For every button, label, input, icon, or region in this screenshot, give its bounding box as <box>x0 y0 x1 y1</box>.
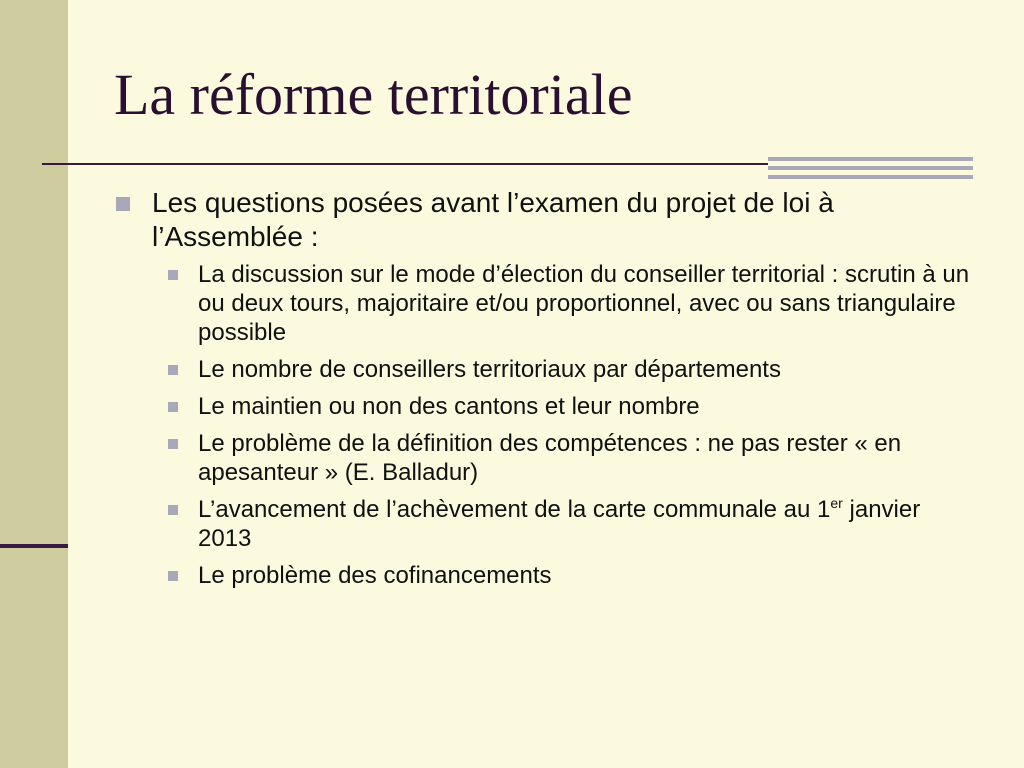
stripe <box>768 175 973 179</box>
sub-bullet-text: Le nombre de conseillers territoriaux par départements <box>198 356 781 383</box>
title-underline-rule <box>42 163 768 165</box>
sub-bullet-item <box>160 392 974 421</box>
ordinal-superscript: er <box>830 495 843 511</box>
slide-title: La réforme territoriale <box>114 62 633 127</box>
square-bullet-icon <box>168 505 178 515</box>
square-bullet-icon <box>168 270 178 280</box>
sub-bullet-item <box>160 429 974 487</box>
sub-bullet-text: La discussion sur le mode d’élection du conseiller territorial : scrutin à un ou deux tours, majoritaire et/ou proportionnel, avec ou sans triangulaire possible <box>198 261 970 346</box>
square-bullet-icon <box>168 571 178 581</box>
square-bullet-icon <box>168 439 178 449</box>
sub-bullet-list <box>114 260 974 590</box>
slide-body <box>114 186 974 598</box>
square-bullet-icon <box>116 197 130 211</box>
sub-bullet-item <box>160 561 974 590</box>
square-bullet-icon <box>168 402 178 412</box>
main-bullet-text: Les questions posées avant l’examen du projet de loi à l’Assemblée : <box>152 187 834 252</box>
sub-bullet-text <box>198 496 920 552</box>
stripe <box>768 166 973 170</box>
sub-bullet-text: Le problème de la définition des compétences : ne pas rester « en apesanteur » (E. Balladur) <box>198 430 902 486</box>
main-bullet-item <box>114 186 974 254</box>
sub-bullet-item <box>160 260 974 347</box>
square-bullet-icon <box>168 365 178 375</box>
stripe <box>768 157 973 161</box>
left-band-divider <box>0 544 68 548</box>
sub-bullet-text: Le problème des cofinancements <box>198 562 552 589</box>
sub-bullet-text: Le maintien ou non des cantons et leur nombre <box>198 393 700 420</box>
sub-bullet-item <box>160 355 974 384</box>
sub-bullet-text-prefix: L’avancement de l’achèvement de la carte communale au 1 <box>198 496 831 523</box>
sub-bullet-item <box>160 495 974 553</box>
sub-bullet-text-suffix: janvier 2013 <box>198 496 921 552</box>
left-decorative-band <box>0 0 68 768</box>
title-decorative-stripes <box>768 157 973 179</box>
